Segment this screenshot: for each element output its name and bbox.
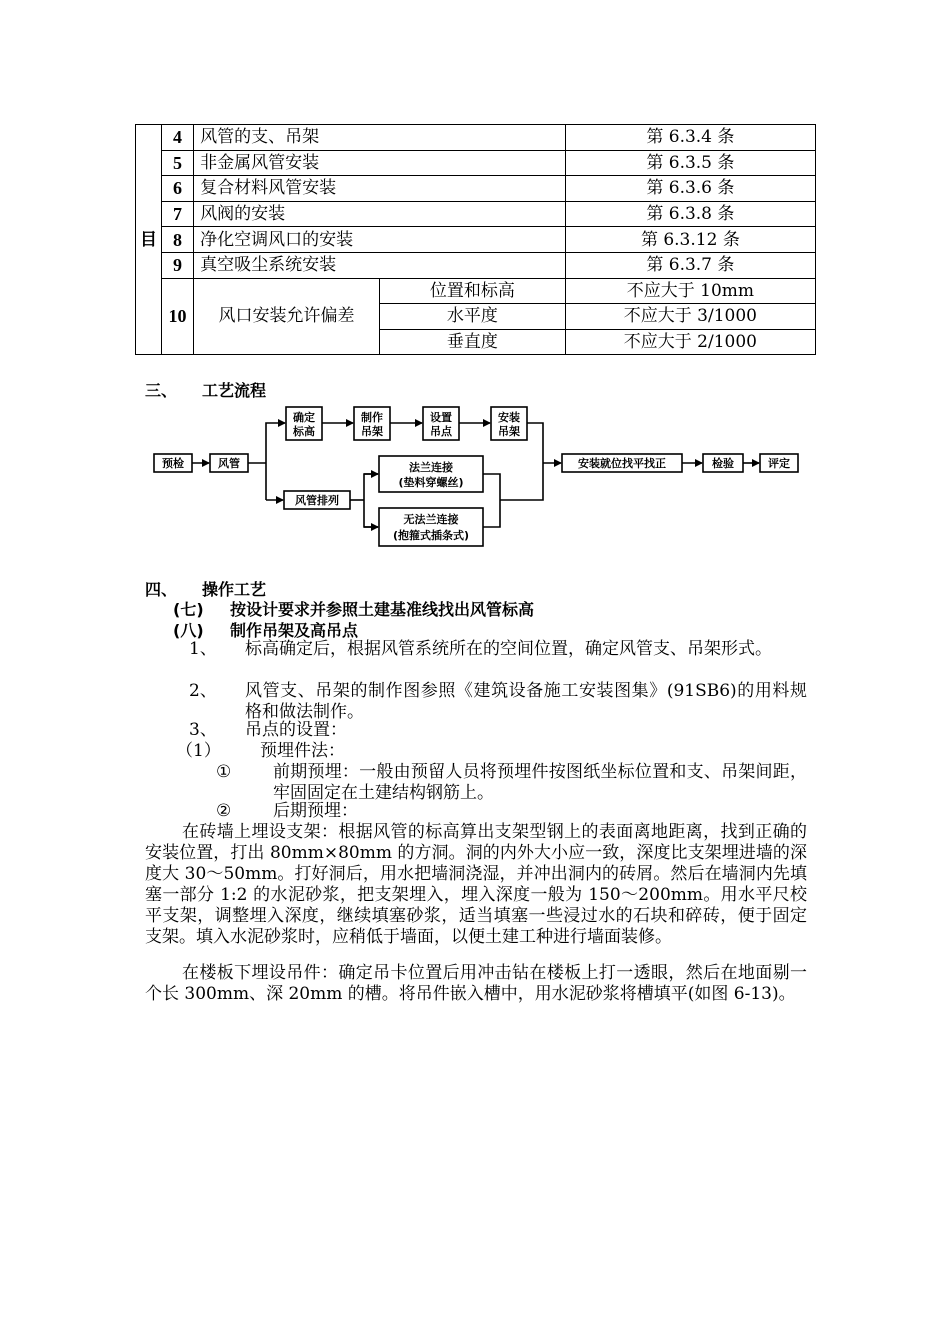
row-reference: 第 6.3.4 条 <box>565 125 815 151</box>
sub-item: 垂直度 <box>379 329 565 355</box>
row-reference: 不应大于 3/1000 <box>565 304 815 330</box>
list-item <box>176 741 807 762</box>
row-reference: 不应大于 10mm <box>565 278 815 304</box>
flow-inspect-label: 检验 <box>712 457 734 470</box>
row-name: 真空吸尘系统安装 <box>194 252 566 278</box>
row-number: 8 <box>161 227 193 253</box>
section-number: 三、 <box>145 381 178 400</box>
flow-top-3-line1: 设置 <box>430 411 452 424</box>
row-name: 风管的支、吊架 <box>194 125 566 151</box>
table-row <box>136 227 816 253</box>
row-reference: 第 6.3.6 条 <box>565 176 815 202</box>
subheading-7 <box>173 597 534 620</box>
paragraph-wall-bracket: 在砖墙上埋设支架：根据风管的标高算出支架型钢上的表面离地距离，找到正确的安装位置，打出 80mm×80mm 的方洞。洞的内外大小应一致，深度比支架埋进墙的深度大 30～50mm。打好洞后，用水把墙洞浇湿，并冲出洞内的砖屑。然后在墙洞内先填塞一部分 1:2 的水泥砂浆，把支架埋入，埋入深度一般为 150～200mm。用水平尺校平支架，调整埋入深度，继续填塞砂浆，适当填塞一些浸过水的石块和碎砖，便于固定支架。填入水泥砂浆时，应稍低于墙面，以便土建工种进行墙面装修。 <box>145 822 807 947</box>
item-text: 前期预埋：一般由预留人员将预埋件按图纸坐标位置和支、吊架间距，牢固固定在土建结构钢筋上。 <box>273 762 807 803</box>
category-cell: 目 <box>136 125 162 355</box>
flow-top-3-line2: 吊点 <box>430 425 452 438</box>
row-name: 复合材料风管安装 <box>194 176 566 202</box>
row-reference: 第 6.3.7 条 <box>565 252 815 278</box>
table-row <box>136 176 816 202</box>
item-text: 风管支、吊架的制作图参照《建筑设备施工安装图集》(91SB6)的用料规格和做法制作。 <box>245 681 807 722</box>
row-reference: 第 6.3.8 条 <box>565 201 815 227</box>
flow-top-1-line1: 确定 <box>293 411 315 424</box>
item-text: 标高确定后，根据风管系统所在的空间位置，确定风管支、吊架形式。 <box>245 639 772 659</box>
section-title: 工艺流程 <box>202 381 267 400</box>
table-row <box>136 278 816 304</box>
flow-flange-line2: (垫料穿螺丝) <box>398 476 464 489</box>
row-reference: 第 6.3.12 条 <box>565 227 815 253</box>
subheading-number: (八) <box>173 621 204 640</box>
list-item <box>189 720 807 741</box>
item-number: （1） <box>176 741 221 761</box>
row-number: 5 <box>161 150 193 176</box>
row-number: 7 <box>161 201 193 227</box>
paragraph-floor-hanger: 在楼板下埋设吊件：确定吊卡位置后用冲击钻在楼板上打一透眼，然后在地面剔一个长 300mm、深 20mm 的槽。将吊件嵌入槽中，用水泥砂浆将槽填平(如图 6-13)。 <box>145 963 807 1004</box>
sub-item: 水平度 <box>379 304 565 330</box>
process-flowchart <box>150 398 802 550</box>
table-row <box>136 201 816 227</box>
table-row <box>136 252 816 278</box>
list-item <box>216 801 807 822</box>
subheading-title: 按设计要求并参照土建基准线找出风管标高 <box>230 600 535 619</box>
flow-noflange-line2: (抱箍式插条式) <box>392 529 470 542</box>
row-reference: 不应大于 2/1000 <box>565 329 815 355</box>
flow-flange-line1: 法兰连接 <box>409 461 453 474</box>
row-number: 4 <box>161 125 193 151</box>
section-title: 操作工艺 <box>202 580 267 599</box>
flow-top-2-line1: 制作 <box>361 411 383 424</box>
flow-top-4-line2: 吊架 <box>498 425 520 438</box>
flow-install-label: 安装就位找平找正 <box>578 457 666 470</box>
flow-precheck-label: 预检 <box>162 457 184 470</box>
flow-duct-label: 风管 <box>218 457 240 470</box>
item-text: 吊点的设置： <box>245 720 347 740</box>
flow-top-1-line2: 标高 <box>293 425 315 438</box>
item-number: ① <box>216 762 232 782</box>
list-item <box>216 762 807 804</box>
subheading-title: 制作吊架及高吊点 <box>230 621 359 640</box>
table-row <box>136 150 816 176</box>
item-text: 预埋件法： <box>260 741 345 761</box>
subheading-number: (七) <box>173 600 204 619</box>
section-number: 四、 <box>145 580 178 599</box>
item-number: ② <box>216 801 232 821</box>
flow-arrange-label: 风管排列 <box>295 494 339 507</box>
row-name: 净化空调风口的安装 <box>194 227 566 253</box>
row-number: 9 <box>161 252 193 278</box>
list-item <box>189 681 807 723</box>
flow-evaluate-label: 评定 <box>768 457 790 470</box>
row-name: 风阀的安装 <box>194 201 566 227</box>
row-number: 6 <box>161 176 193 202</box>
row-name: 非金属风管安装 <box>194 150 566 176</box>
row-number: 10 <box>161 278 193 355</box>
flow-top-2-line2: 吊架 <box>361 425 383 438</box>
item-number: 3、 <box>189 720 217 740</box>
row-name: 风口安装允许偏差 <box>194 278 380 355</box>
sub-item: 位置和标高 <box>379 278 565 304</box>
item-text: 后期预埋： <box>273 801 358 821</box>
item-number: 2、 <box>189 681 217 701</box>
item-number: 1、 <box>189 639 217 659</box>
row-reference: 第 6.3.5 条 <box>565 150 815 176</box>
list-item <box>189 639 807 681</box>
spec-table <box>135 124 816 355</box>
subheading-8 <box>173 618 358 641</box>
table-row <box>136 125 816 151</box>
flow-noflange-line1: 无法兰连接 <box>403 513 459 526</box>
flow-top-4-line1: 安装 <box>498 411 520 424</box>
